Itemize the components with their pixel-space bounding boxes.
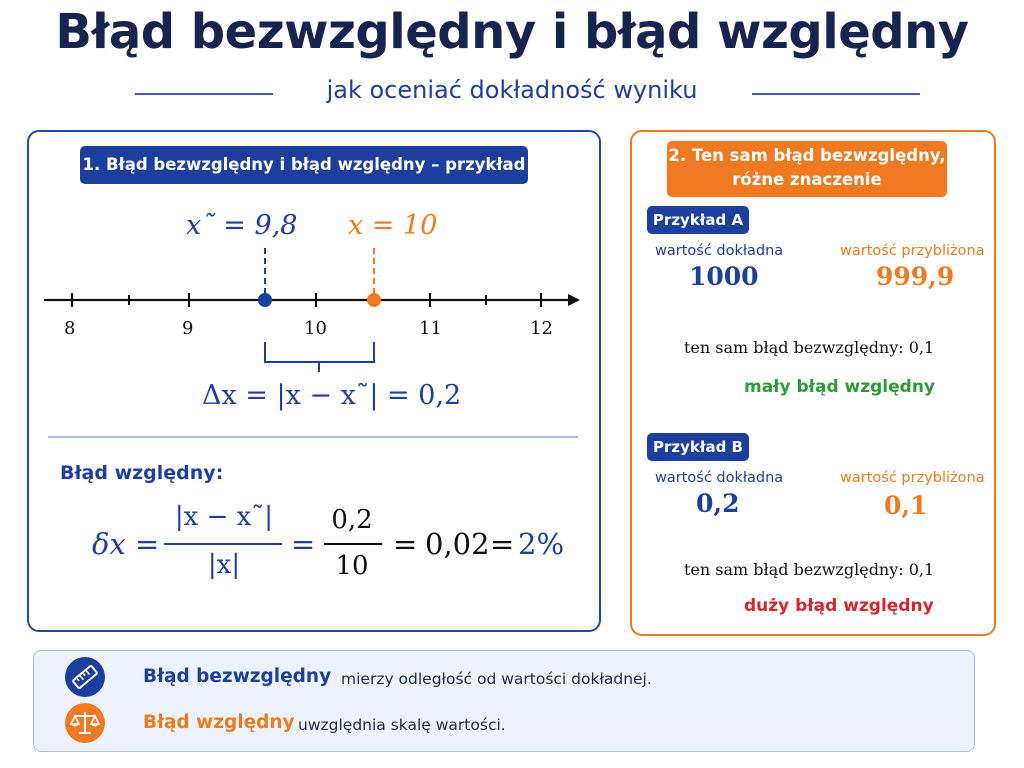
right-heading-line2: różne znaczenie <box>732 170 882 189</box>
fraction2-bar <box>324 543 382 545</box>
fraction1-bar <box>164 543 282 545</box>
summary-absolute-term: Błąd bezwzględny <box>143 666 332 687</box>
example-a-same-error: ten sam błąd bezwzględny: 0,1 <box>684 338 935 357</box>
summary-absolute-desc: mierzy odległość od wartości dokładnej. <box>341 670 652 688</box>
example-a-approx-caption: wartość przybliżona <box>840 243 985 259</box>
tick-label-12: 12 <box>530 318 553 339</box>
tick-label-11: 11 <box>419 318 442 339</box>
axis-arrow <box>568 294 580 306</box>
example-a-label: Przykład A <box>647 206 749 234</box>
relative-error-value: 0,02 <box>425 527 490 561</box>
scales-icon <box>65 703 105 743</box>
fraction2-numerator: 0,2 <box>331 505 373 535</box>
equals-sign-1: = <box>291 527 316 561</box>
relative-error-percent: 2% <box>518 527 565 561</box>
example-a-verdict: mały błąd względny <box>744 377 936 397</box>
summary-relative-desc: uwzględnia skalę wartości. <box>298 716 506 734</box>
summary-relative-term: Błąd względny <box>143 712 295 733</box>
approx-point <box>258 293 272 307</box>
equals-sign-2: = <box>393 527 418 561</box>
error-bracket <box>265 342 374 362</box>
left-panel-heading: 1. Błąd bezwzględny i błąd względny – przykład <box>80 146 528 184</box>
exact-value-label: x = 10 <box>348 210 438 241</box>
right-panel-heading <box>667 141 947 197</box>
tick-label-9: 9 <box>182 318 194 339</box>
tick-label-10: 10 <box>304 318 327 339</box>
example-b-approx-caption: wartość przybliżona <box>840 470 985 486</box>
ruler-icon <box>65 657 105 697</box>
page-subtitle: jak oceniać dokładność wyniku <box>326 76 698 104</box>
tick-label-8: 8 <box>64 318 76 339</box>
approx-value-label: x˜ = 9,8 <box>186 210 298 241</box>
relative-error-heading: Błąd względny: <box>60 462 224 484</box>
example-a-exact-caption: wartość dokładna <box>655 243 784 259</box>
relative-error-lhs: δx = <box>92 527 160 561</box>
example-a-approx-value: 999,9 <box>876 262 955 291</box>
example-b-verdict: duży błąd względny <box>744 596 934 616</box>
example-a-exact-value: 1000 <box>689 262 759 291</box>
right-heading-line1: 2. Ten sam błąd bezwzględny, <box>668 146 946 165</box>
example-b-approx-value: 0,1 <box>884 491 928 520</box>
example-b-exact-caption: wartość dokładna <box>655 470 784 486</box>
fraction1-denominator: |x| <box>207 550 241 580</box>
example-b-exact-value: 0,2 <box>696 489 740 518</box>
fraction1-numerator: |x − x˜| <box>174 502 274 532</box>
example-b-label: Przykład B <box>647 433 749 461</box>
exact-point <box>367 293 381 307</box>
equals-sign-3: = <box>490 527 515 561</box>
absolute-error-formula: Δx = |x − x˜| = 0,2 <box>202 380 462 411</box>
fraction2-denominator: 10 <box>335 551 369 581</box>
page-title: Błąd bezwzględny i błąd względny <box>55 4 969 60</box>
example-b-same-error: ten sam błąd bezwzględny: 0,1 <box>684 560 935 579</box>
